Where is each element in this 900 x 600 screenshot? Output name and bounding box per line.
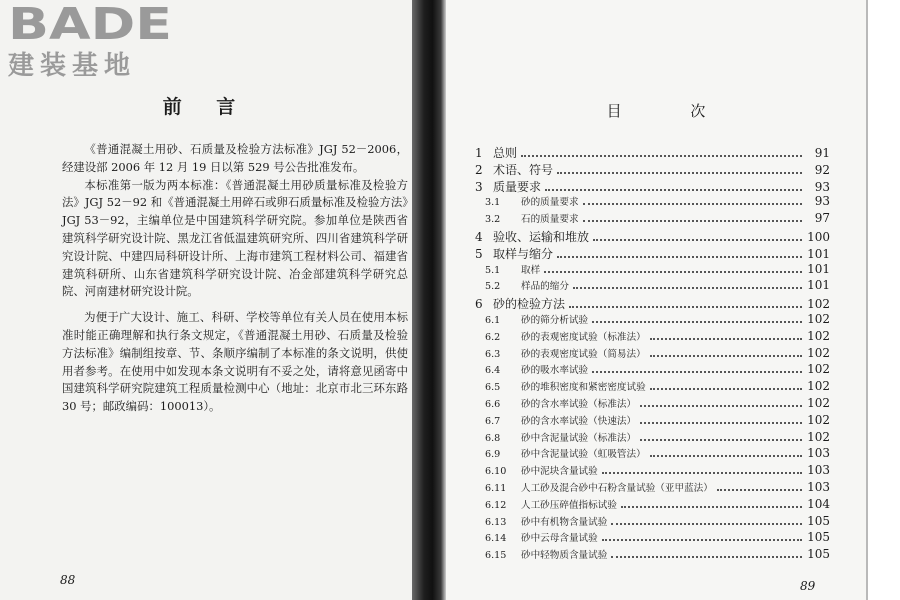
toc-leader-dots [611, 523, 802, 525]
toc-entry-title: 砂中泥块含量试验 [521, 466, 598, 478]
toc-entry-number: 3.1 [485, 197, 501, 209]
toc-entry-title: 砂的检验方法 [493, 297, 566, 312]
toc-entry-number: 2 [475, 162, 483, 177]
toc-entry-title: 砂的堆积密度和紧密密度试验 [521, 382, 646, 394]
toc-entry [475, 295, 830, 312]
toc-entry [475, 463, 830, 480]
toc-leader-dots [650, 388, 802, 390]
toc-entry-page: 101 [807, 246, 830, 261]
toc-entry [475, 194, 830, 211]
toc-entry-page: 97 [814, 211, 830, 226]
toc-entry-title: 取样 [521, 264, 541, 276]
toc-entry-number: 6.1 [485, 314, 501, 326]
toc-entry-title: 质量要求 [493, 179, 542, 194]
page-number-right: 89 [800, 579, 816, 593]
bade-logo [6, 2, 176, 44]
toc-entry-title: 砂中含泥量试验（虹吸管法） [521, 449, 646, 461]
toc-entry [475, 228, 830, 245]
toc-entry-page: 101 [807, 278, 830, 293]
toc-entry-number: 6.9 [485, 449, 501, 461]
toc-entry-page: 102 [807, 311, 830, 326]
toc-leader-dots [650, 455, 802, 457]
preface-title: 前 言 [162, 96, 250, 118]
toc-entry-title: 砂的含水率试验（标准法） [521, 398, 637, 410]
toc-entry-number: 6.5 [485, 382, 501, 394]
toc-entry [475, 161, 830, 178]
toc-leader-dots [521, 155, 802, 157]
preface-paragraph: 为便于广大设计、施工、科研、学校等单位有关人员在使用本标准时能正确理解和执行条文规定，《普通混凝土用砂、石质量及检验方法标准》编制组按章、节、条顺序编制了本标准的条文说明，供使用者参考。在使用中如发现本条文说明有不妥之处，请将意见函寄中国建筑科学研究院建筑工程质量检测中心（地址：北京市北三环东路 30 号；邮政编码：100013）。 [62, 310, 408, 414]
toc-entry-title: 人工砂及混合砂中石粉含量试验（亚甲蓝法） [521, 482, 713, 494]
bade-logo-text: BADE [8, 2, 172, 44]
toc-entry-number: 4 [475, 229, 483, 244]
toc-entry [475, 514, 830, 531]
toc-entry-page: 103 [807, 463, 830, 478]
watermark-subtitle: 建装基地 [8, 51, 137, 81]
toc-entry-title: 砂的表观密度试验（简易法） [521, 348, 646, 360]
toc-entry-page: 102 [807, 362, 830, 377]
toc-leader-dots [717, 489, 802, 491]
toc-entry-page: 102 [807, 429, 830, 444]
toc-entry-title: 总则 [493, 146, 518, 160]
book-spine [412, 0, 446, 600]
toc-entry-page: 93 [814, 194, 830, 209]
table-of-contents [475, 144, 830, 564]
toc-leader-dots [557, 172, 802, 174]
toc-entry-number: 6.6 [485, 398, 501, 410]
toc-leader-dots [650, 338, 802, 340]
toc-entry-title: 验收、运输和堆放 [493, 229, 590, 244]
toc-entry [475, 547, 830, 564]
toc-entry-number: 5 [475, 246, 483, 261]
toc-entry-page: 103 [807, 446, 830, 461]
toc-entry-title: 砂中有机物含量试验 [521, 516, 608, 528]
toc-leader-dots [592, 321, 802, 323]
toc-entry-page: 103 [807, 479, 830, 494]
toc-entry [475, 144, 830, 161]
toc-entry-title: 砂的吸水率试验 [521, 365, 589, 377]
toc-leader-dots [640, 439, 802, 441]
preface-body [62, 141, 408, 416]
toc-leader-dots [602, 539, 802, 541]
toc-entry [475, 262, 830, 279]
toc-entry-title: 砂中轻物质含量试验 [521, 550, 608, 562]
toc-entry-title: 砂的含水率试验（快速法） [521, 415, 637, 427]
toc-entry [475, 178, 830, 195]
preface-paragraph: 《普通混凝土用砂、石质量及检验方法标准》JGJ 52－2006，经建设部 2006 年 12 月 19 日以第 529 号公告批准发布。 [62, 142, 408, 174]
toc-entry-page: 100 [807, 229, 830, 244]
toc-leader-dots [593, 239, 802, 241]
toc-entry-page: 102 [807, 297, 830, 312]
toc-entry [475, 329, 830, 346]
toc-title: 目 次 [606, 102, 738, 120]
toc-entry-number: 6.4 [485, 365, 501, 377]
toc-leader-dots [569, 306, 802, 308]
toc-entry-number: 6.10 [485, 466, 507, 478]
toc-entry-page: 102 [807, 412, 830, 427]
page-edge [866, 0, 868, 600]
toc-entry [475, 430, 830, 447]
toc-entry [475, 346, 830, 363]
toc-entry-page: 104 [807, 496, 830, 511]
toc-entry-title: 术语、符号 [493, 162, 554, 177]
toc-leader-dots [545, 189, 802, 191]
toc-entry-number: 1 [475, 146, 483, 160]
toc-entry-page: 102 [807, 379, 830, 394]
toc-entry-number: 3.2 [485, 214, 501, 226]
toc-entry-title: 砂的表观密度试验（标准法） [521, 331, 646, 343]
toc-entry-number: 6.13 [485, 516, 507, 528]
toc-entry-title: 砂的质量要求 [521, 197, 579, 209]
scan-margin [866, 0, 900, 600]
toc-entry-page: 101 [807, 261, 830, 276]
toc-entry [475, 245, 830, 262]
toc-leader-dots [583, 203, 802, 205]
left-page [0, 0, 412, 600]
toc-entry-title: 人工砂压碎值指标试验 [521, 499, 617, 511]
toc-leader-dots [573, 287, 802, 289]
toc-entry-title: 取样与缩分 [493, 246, 554, 261]
toc-leader-dots [557, 256, 802, 258]
toc-leader-dots [640, 422, 802, 424]
toc-leader-dots [640, 405, 802, 407]
toc-leader-dots [602, 472, 802, 474]
toc-entry-title: 样品的缩分 [521, 281, 569, 293]
toc-leader-dots [611, 556, 802, 558]
toc-leader-dots [583, 220, 802, 222]
toc-entry [475, 396, 830, 413]
toc-leader-dots [621, 506, 802, 508]
toc-entry-title: 砂的筛分析试验 [521, 314, 589, 326]
toc-entry-number: 6.12 [485, 499, 507, 511]
toc-entry [475, 413, 830, 430]
toc-entry-number: 6.7 [485, 415, 501, 427]
toc-entry [475, 278, 830, 295]
toc-leader-dots [650, 355, 802, 357]
toc-leader-dots [544, 271, 802, 273]
toc-entry-number: 6.15 [485, 550, 507, 562]
toc-entry-page: 93 [814, 179, 830, 194]
toc-entry-page: 105 [807, 530, 830, 545]
toc-leader-dots [592, 371, 802, 373]
toc-entry-page: 91 [814, 146, 830, 160]
toc-entry-title: 砂中云母含量试验 [521, 533, 598, 545]
toc-entry [475, 312, 830, 329]
toc-entry-page: 92 [814, 162, 830, 177]
toc-entry [475, 446, 830, 463]
toc-entry-page: 102 [807, 345, 830, 360]
toc-entry-page: 102 [807, 328, 830, 343]
toc-entry-number: 6.2 [485, 331, 501, 343]
toc-entry [475, 362, 830, 379]
toc-entry-number: 6.14 [485, 533, 507, 545]
toc-entry-title: 石的质量要求 [521, 214, 579, 226]
toc-entry [475, 379, 830, 396]
toc-entry-page: 105 [807, 513, 830, 528]
toc-entry [475, 530, 830, 547]
toc-entry [475, 211, 830, 228]
page-number-left: 88 [60, 573, 76, 587]
toc-entry-number: 6.11 [485, 482, 507, 494]
toc-entry-number: 3 [475, 179, 483, 194]
toc-entry [475, 480, 830, 497]
toc-entry-page: 102 [807, 395, 830, 410]
toc-entry-page: 105 [807, 547, 830, 562]
toc-entry-number: 5.1 [485, 264, 501, 276]
toc-entry-number: 6.3 [485, 348, 501, 360]
toc-entry-title: 砂中含泥量试验（标准法） [521, 432, 637, 444]
preface-paragraph: 本标准第一版为两本标准：《普通混凝土用砂质量标准及检验方法》JGJ 52－92 和《普通混凝土用碎石或卵石质量标准及检验方法》JGJ 53－92，主编单位是中国建筑科学研究院。参加单位是陕西省建筑科学研究设计院、黑龙江省低温建筑研究所、四川省建筑科学研究设计院、中建四局科研设计所、上海市建筑工程材料公司、福建省建筑科研所、山东省建筑科学研究设计院、冶金部建筑科学研究总院、河南建材研究设计院。 [62, 177, 408, 299]
toc-entry-number: 6.8 [485, 432, 501, 444]
toc-entry-number: 5.2 [485, 281, 501, 293]
toc-entry-number: 6 [475, 297, 483, 312]
toc-entry [475, 497, 830, 514]
